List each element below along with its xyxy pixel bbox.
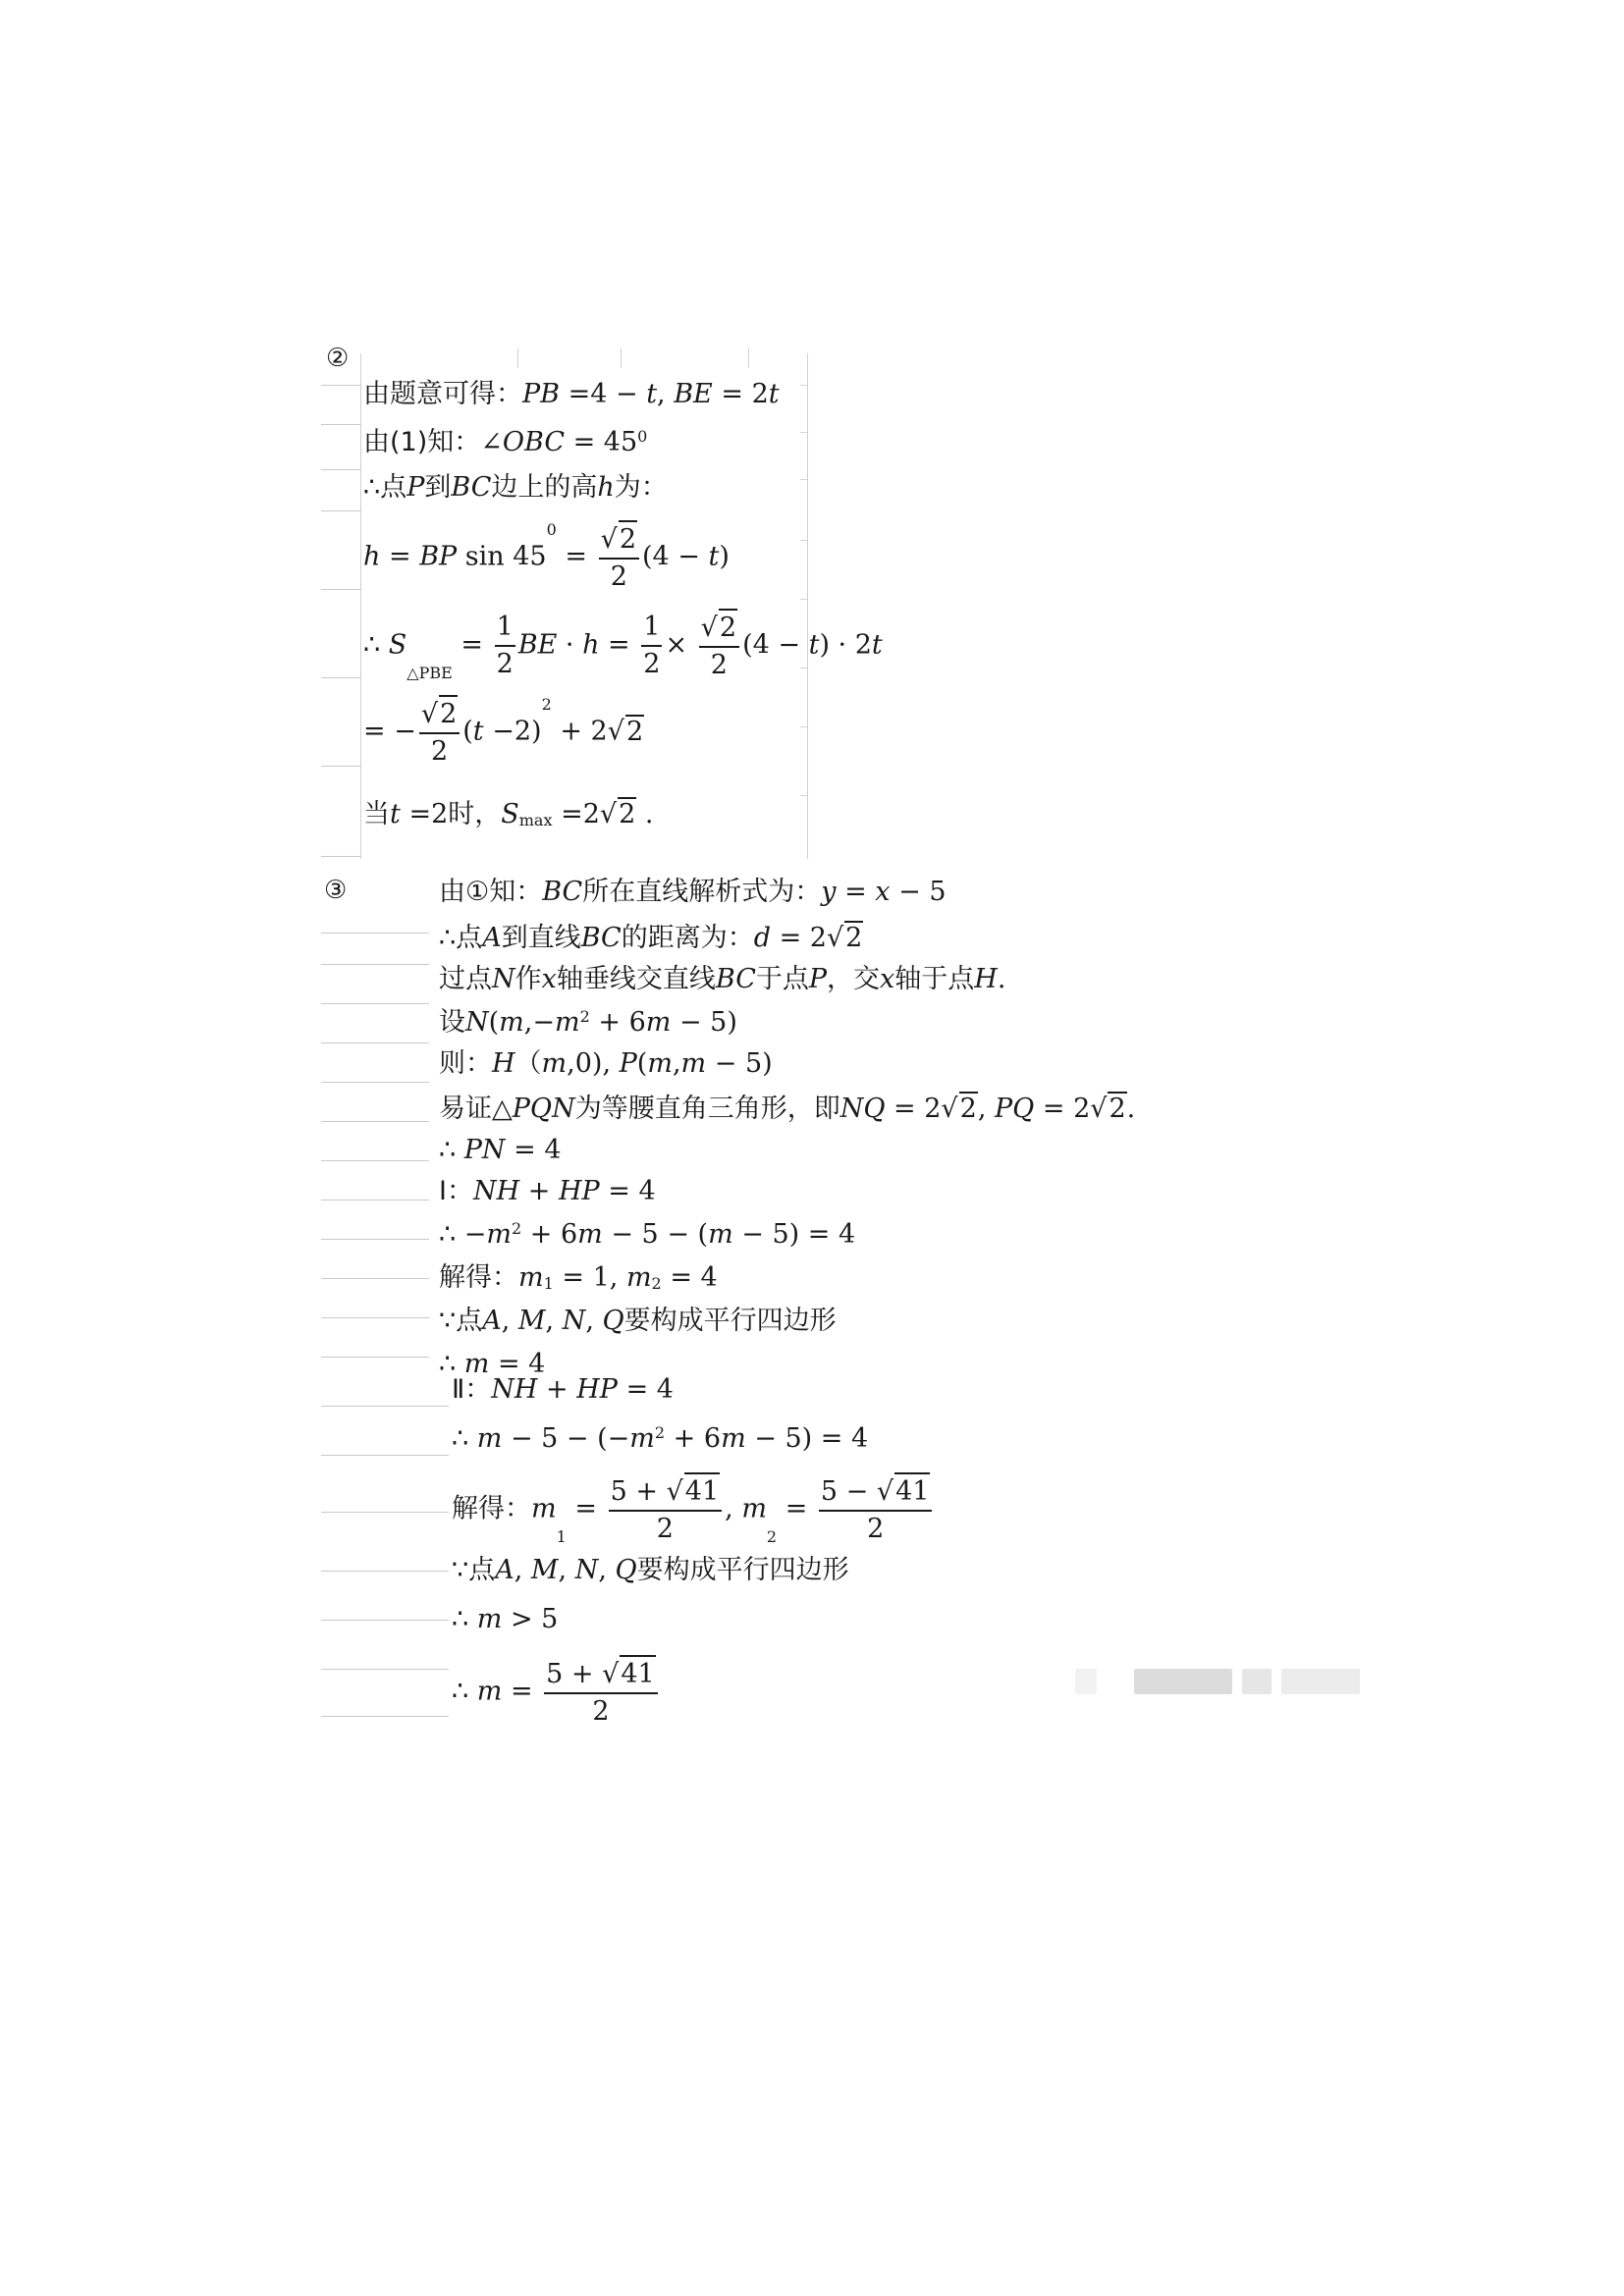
guide-dash <box>800 385 808 386</box>
part2-line-7: 当t =2时，$S_{max} =2√2$ . <box>363 799 654 829</box>
guide-rule <box>321 856 360 857</box>
blurred-watermark <box>1242 1669 1272 1694</box>
guide-rule <box>321 469 360 470</box>
guide-rule <box>321 1160 429 1161</box>
column-guide-3 <box>748 348 749 368</box>
guide-rule <box>321 1121 429 1122</box>
part3-line-5: 则：H（m,0), P(m,m − 5) <box>439 1048 773 1079</box>
part2-line-6: = − $\frac{√2}{2}$ $(t -2)^2 + 2√2$ <box>363 695 644 770</box>
guide-dash <box>800 432 808 433</box>
part2-line-2: 由(1)知：∠OBC = $45^0$ <box>363 427 648 457</box>
guide-rule <box>321 385 360 386</box>
guide-rule <box>321 1455 449 1456</box>
guide-rule <box>321 1239 429 1240</box>
part3-marker: ③ <box>324 876 348 905</box>
part2-line-1: 由题意可得：PB =4 − t, BE = 2t <box>363 379 780 409</box>
guide-rule <box>321 1620 449 1621</box>
guide-rule <box>321 1082 429 1083</box>
guide-dash <box>800 795 808 796</box>
guide-rule <box>321 964 429 965</box>
guide-rule <box>321 1512 449 1513</box>
part2-line-4: h = BP $\sin 45^0$ = $\frac{√2}{2}$ (4 − t) <box>363 520 730 595</box>
guide-rule <box>321 1406 449 1407</box>
part3-line-18: ∴ m = $\frac{5 + √41}{2}$ <box>452 1655 661 1730</box>
guide-rule <box>321 1571 449 1572</box>
guide-rule <box>321 766 360 767</box>
fraction: $\frac{5 - √41}{2}$ <box>819 1472 933 1547</box>
part3-line-9: ∴ $-m^2 + 6m - 5 - (m - 5) = 4$ <box>439 1219 856 1250</box>
part3-line-6: 易证△PQN为等腰直角三角形，即NQ = 2√2, PQ = 2√2. <box>439 1094 1136 1124</box>
part3-line-14: ∴ $m - 5 - (-m^2 + 6m - 5) = 4$ <box>452 1423 869 1454</box>
part3-line-11: ∵点A, M, N, Q要构成平行四边形 <box>439 1306 837 1336</box>
fraction: $\frac{√2}{2}$ <box>599 520 639 595</box>
blurred-watermark <box>1134 1669 1232 1694</box>
part3-line-15: 解得：$m_1$ = $\frac{5 + √41}{2}$ , $m_2$ = $\frac{5 - √41}{2}$ <box>452 1472 935 1547</box>
part3-line-13: Ⅱ：NH + HP = 4 <box>452 1374 674 1405</box>
guide-rule <box>321 1200 429 1201</box>
guide-rule <box>321 677 360 678</box>
blurred-watermark <box>1281 1669 1360 1694</box>
fraction: $\frac{5 + √41}{2}$ <box>609 1472 723 1547</box>
column-guide-2 <box>621 348 622 368</box>
part3-line-12: ∴ m = 4 <box>439 1349 546 1379</box>
guide-rule <box>321 1003 429 1004</box>
guide-rule <box>321 1357 429 1358</box>
part3-line-7: ∴ PN = 4 <box>439 1135 562 1165</box>
margin-guide-left <box>360 353 361 859</box>
column-guide-1 <box>517 348 518 368</box>
part3-line-8: Ⅰ：NH + HP = 4 <box>439 1176 656 1206</box>
part2-line-5: ∴ $S_{\triangle PBE}$ = $\frac{1}{2}$ BE · h = $\frac{1}{2}$ × $\frac{√2}{2}$ (4 − t) · 2t <box>363 609 883 683</box>
fraction: $\frac{√2}{2}$ <box>699 609 739 683</box>
guide-rule <box>321 424 360 425</box>
fraction: $\frac{√2}{2}$ <box>419 695 460 770</box>
fraction: $\frac{5 + √41}{2}$ <box>544 1655 658 1730</box>
part2-marker: ② <box>326 344 350 373</box>
part3-line-10: 解得：$m_1 = 1$, $m_2 = 4$ <box>439 1262 718 1293</box>
part2-line-3: ∴点P到BC边上的高h为： <box>363 472 668 503</box>
part3-line-1: 由①知：BC所在直线解析式为：y = x − 5 <box>439 877 947 907</box>
guide-rule <box>321 1278 429 1279</box>
part3-line-17: ∴ m > 5 <box>452 1604 559 1634</box>
guide-dash <box>800 599 808 600</box>
blurred-watermark <box>1075 1669 1097 1694</box>
margin-guide-right <box>807 353 808 859</box>
guide-rule <box>321 1042 429 1043</box>
guide-dash <box>800 726 808 727</box>
fraction: $\frac{1}{2}$ <box>496 612 514 679</box>
part3-line-16: ∵点A, M, N, Q要构成平行四边形 <box>452 1555 849 1585</box>
guide-rule <box>321 589 360 590</box>
guide-rule <box>321 1317 429 1318</box>
part3-line-3: 过点N作x轴垂线交直线BC于点P，交x轴于点H. <box>439 964 1006 994</box>
guide-rule <box>321 1669 449 1670</box>
guide-dash <box>800 479 808 480</box>
guide-dash <box>800 540 808 541</box>
part3-line-4: 设$N(m,-m^2 + 6m - 5)$ <box>439 1007 737 1038</box>
guide-rule <box>321 933 429 934</box>
part3-line-2: ∴点A到直线BC的距离为：d = 2√2 <box>439 923 863 953</box>
guide-rule <box>321 510 360 511</box>
guide-rule <box>321 1716 449 1717</box>
fraction: $\frac{1}{2}$ <box>643 612 661 679</box>
